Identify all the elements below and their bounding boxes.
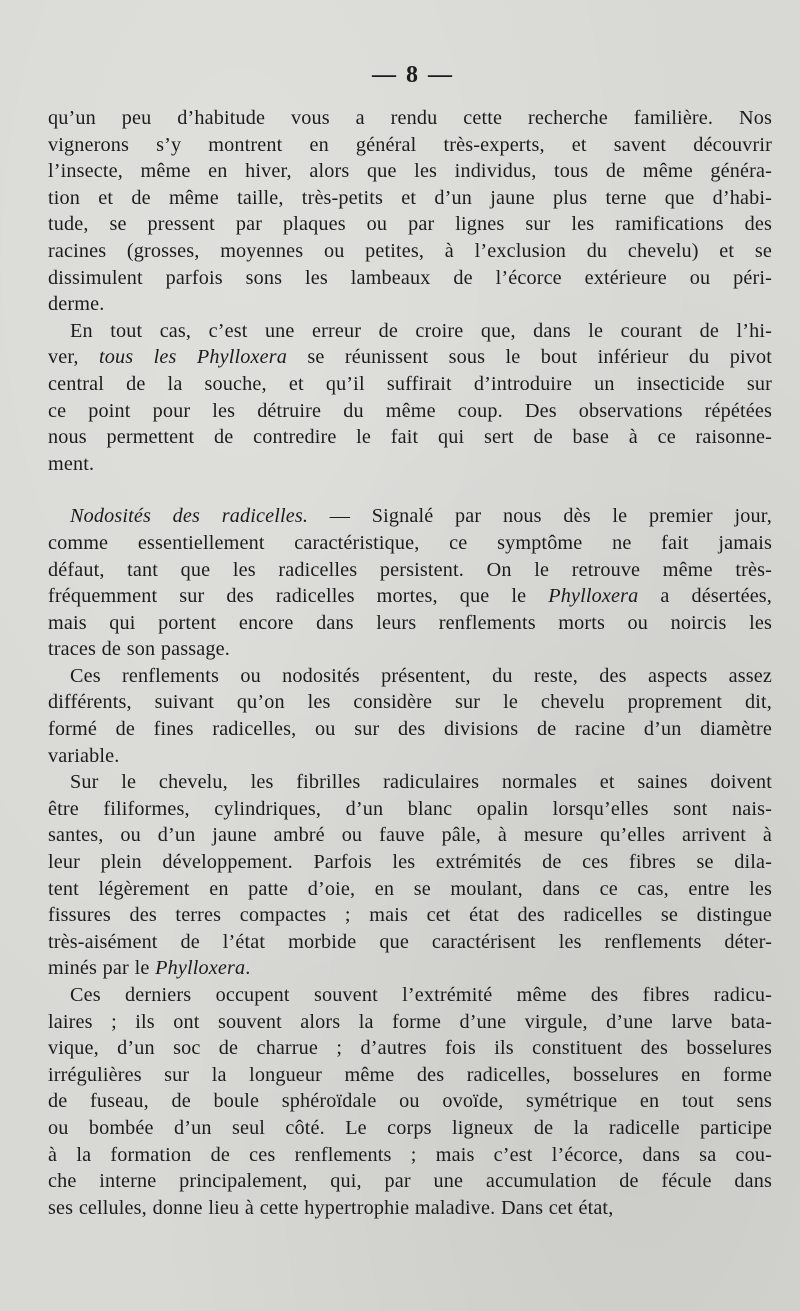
text-line: variable.: [48, 744, 120, 767]
text-line: vignerons s’y montrent en général très-experts, et savent découvrir: [48, 133, 772, 156]
paragraph-gap: [48, 477, 772, 503]
text-line: mais qui portent encore dans leurs renflements morts ou noircis les: [48, 611, 772, 634]
text-line: dissimulent parfois sons les lambeaux de l’écorce extérieure ou péri-: [48, 266, 772, 289]
text-line: tent légèrement en patte d’oie, en se moulant, dans ce cas, entre les: [48, 877, 772, 900]
text-line: ment.: [48, 452, 95, 475]
text-line: à la formation de ces renflements ; mais c’est l’écorce, dans sa cou-: [48, 1143, 772, 1166]
text-line: de fuseau, de boule sphéroïdale ou ovoïde, symétrique en tout sens: [48, 1090, 772, 1113]
text-line: être filiformes, cylindriques, d’un blanc opalin lorsqu’elles sont nais-: [48, 797, 772, 820]
paragraph: [48, 105, 772, 318]
text-line: comme essentiellement caractéristique, ce symptôme ne fait jamais: [48, 531, 772, 554]
text-line: fissures des terres compactes ; mais cet état des radicelles se distingue: [48, 904, 772, 927]
page-number: — 8 —: [372, 62, 454, 88]
italic-text: Phylloxera: [155, 957, 246, 980]
paragraph: [48, 663, 772, 769]
paragraph: [48, 769, 772, 982]
text-line: che interne principalement, qui, par une accumulation de fécule dans: [48, 1170, 772, 1193]
paragraph: [48, 503, 772, 663]
body-text: [48, 105, 772, 1221]
italic-text: Phylloxera: [548, 585, 639, 608]
text-line: tude, se pressent par plaques ou par lignes sur les ramifications des: [48, 213, 772, 236]
text-line: Sur le chevelu, les fibrilles radiculaires normales et saines doivent: [70, 771, 772, 794]
text-line: ses cellules, donne lieu à cette hypertrophie maladive. Dans cet état,: [48, 1196, 614, 1219]
text-line: racines (grosses, moyennes ou petites, à l’exclusion du chevelu) et se: [48, 239, 772, 262]
paragraph: [48, 318, 772, 478]
italic-text: Nodosités des radicelles.: [70, 505, 309, 528]
text-line: traces de son passage.: [48, 638, 230, 661]
text-line: derme.: [48, 293, 105, 316]
text-line: irrégulières sur la longueur même des radicelles, bosselures en forme: [48, 1063, 772, 1086]
text-line: minés par le Phylloxera.: [48, 957, 251, 980]
text-line: l’insecte, même en hiver, alors que les individus, tous de même généra-: [48, 160, 772, 183]
text-line: Nodosités des radicelles. — Signalé par nous dès le premier jour,: [70, 505, 772, 528]
text-line: très-aisément de l’état morbide que caractérisent les renflements déter-: [48, 930, 772, 953]
text-line: différents, suivant qu’on les considère sur le chevelu proprement dit,: [48, 691, 772, 714]
text-line: défaut, tant que les radicelles persistent. On le retrouve même très-: [48, 558, 772, 581]
text-line: santes, ou d’un jaune ambré ou fauve pâle, à mesure qu’elles arrivent à: [48, 824, 772, 847]
text-line: qu’un peu d’habitude vous a rendu cette recherche familière. Nos: [48, 107, 772, 129]
text-line: fréquemment sur des radicelles mortes, que le Phylloxera a désertées,: [48, 585, 773, 608]
text-line: nous permettent de contredire le fait qui sert de base à ce raisonne-: [48, 426, 772, 449]
text-line: formé de fines radicelles, ou sur des divisions de racine d’un diamètre: [48, 718, 772, 741]
text-line: Ces derniers occupent souvent l’extrémité même des fibres radicu-: [70, 984, 772, 1006]
text-line: leur plein développement. Parfois les extrémités de ces fibres se dila-: [48, 851, 772, 874]
paragraph: [48, 982, 772, 1221]
text-line: ce point pour les détruire du même coup. Des observations répétées: [48, 399, 772, 422]
text-line: Ces renflements ou nodosités présentent, du reste, des aspects assez: [70, 664, 772, 687]
text-line: vique, d’un soc de charrue ; d’autres fois ils constituent des bosselures: [48, 1037, 772, 1060]
text-line: tion et de même taille, très-petits et d’un jaune plus terne que d’habi-: [48, 186, 772, 209]
text-line: En tout cas, c’est une erreur de croire que, dans le courant de l’hi-: [70, 319, 772, 342]
text-line: central de la souche, et qu’il suffirait d’introduire un insecticide sur: [48, 372, 772, 395]
text-line: laires ; ils ont souvent alors la forme d’une virgule, d’une larve bata-: [48, 1010, 772, 1033]
text-line: ou bombée d’un seul côté. Le corps ligneux de la radicelle participe: [48, 1116, 772, 1139]
italic-text: tous les Phylloxera: [99, 346, 287, 369]
text-line: ver, tous les Phylloxera se réunissent sous le bout inférieur du pivot: [48, 346, 773, 369]
